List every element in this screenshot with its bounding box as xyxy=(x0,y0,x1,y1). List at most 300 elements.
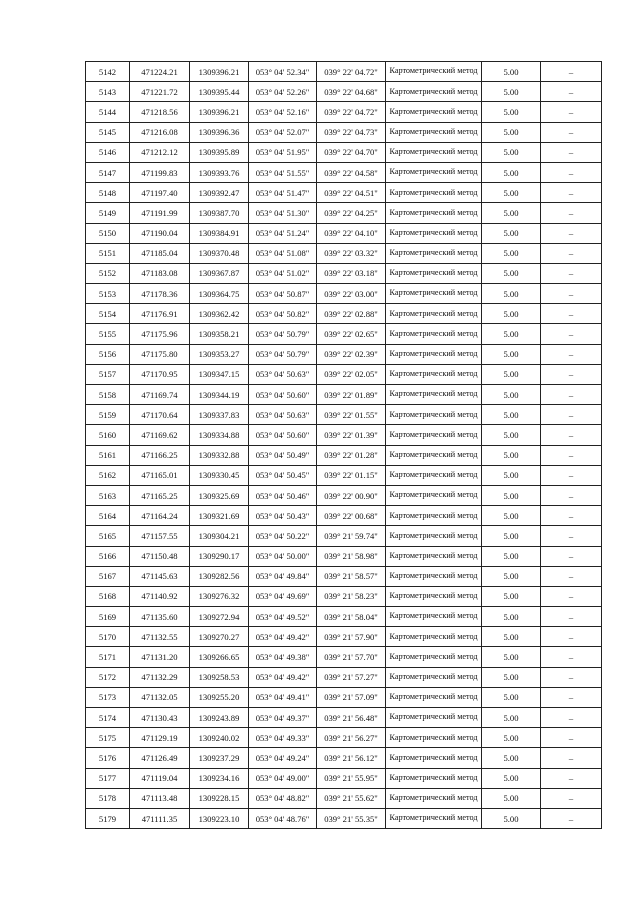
accuracy-cell: 5.00 xyxy=(482,708,541,728)
table-row xyxy=(86,788,602,808)
x-coordinate-cell: 471170.95 xyxy=(130,364,190,384)
latitude-cell: 053° 04' 52.34" xyxy=(249,62,317,82)
y-coordinate-cell: 1309258.53 xyxy=(190,667,249,687)
note-cell: – xyxy=(541,748,602,768)
y-coordinate-cell: 1309266.65 xyxy=(190,647,249,667)
point-number-cell: 5176 xyxy=(86,748,130,768)
y-coordinate-cell: 1309234.16 xyxy=(190,768,249,788)
table-row xyxy=(86,82,602,102)
longitude-cell: 039° 22' 04.58" xyxy=(317,162,386,182)
latitude-cell: 053° 04' 50.63" xyxy=(249,364,317,384)
point-number-cell: 5152 xyxy=(86,263,130,283)
table-row xyxy=(86,385,602,405)
x-coordinate-cell: 471166.25 xyxy=(130,445,190,465)
table-row xyxy=(86,405,602,425)
longitude-cell: 039° 21' 57.90" xyxy=(317,627,386,647)
table-row xyxy=(86,647,602,667)
latitude-cell: 053° 04' 49.00" xyxy=(249,768,317,788)
accuracy-cell: 5.00 xyxy=(482,344,541,364)
latitude-cell: 053° 04' 52.16" xyxy=(249,102,317,122)
longitude-cell: 039° 21' 59.74" xyxy=(317,526,386,546)
table-row xyxy=(86,425,602,445)
accuracy-cell: 5.00 xyxy=(482,546,541,566)
y-coordinate-cell: 1309282.56 xyxy=(190,566,249,586)
accuracy-cell: 5.00 xyxy=(482,263,541,283)
accuracy-cell: 5.00 xyxy=(482,808,541,828)
point-number-cell: 5147 xyxy=(86,162,130,182)
y-coordinate-cell: 1309395.44 xyxy=(190,82,249,102)
latitude-cell: 053° 04' 50.79" xyxy=(249,344,317,364)
point-number-cell: 5146 xyxy=(86,142,130,162)
accuracy-cell: 5.00 xyxy=(482,425,541,445)
accuracy-cell: 5.00 xyxy=(482,324,541,344)
y-coordinate-cell: 1309228.15 xyxy=(190,788,249,808)
x-coordinate-cell: 471165.25 xyxy=(130,485,190,505)
accuracy-cell: 5.00 xyxy=(482,284,541,304)
accuracy-cell: 5.00 xyxy=(482,526,541,546)
note-cell: – xyxy=(541,465,602,485)
longitude-cell: 039° 21' 55.95" xyxy=(317,768,386,788)
point-number-cell: 5148 xyxy=(86,183,130,203)
method-cell: Картометрический метод xyxy=(386,102,482,122)
method-cell: Картометрический метод xyxy=(386,82,482,102)
note-cell: – xyxy=(541,183,602,203)
y-coordinate-cell: 1309396.21 xyxy=(190,102,249,122)
latitude-cell: 053° 04' 51.95" xyxy=(249,142,317,162)
longitude-cell: 039° 22' 03.32" xyxy=(317,243,386,263)
y-coordinate-cell: 1309347.15 xyxy=(190,364,249,384)
latitude-cell: 053° 04' 49.41" xyxy=(249,687,317,707)
longitude-cell: 039° 22' 00.90" xyxy=(317,485,386,505)
latitude-cell: 053° 04' 50.60" xyxy=(249,385,317,405)
note-cell: – xyxy=(541,122,602,142)
longitude-cell: 039° 22' 04.70" xyxy=(317,142,386,162)
method-cell: Картометрический метод xyxy=(386,788,482,808)
point-number-cell: 5170 xyxy=(86,627,130,647)
document-page xyxy=(85,61,602,829)
y-coordinate-cell: 1309330.45 xyxy=(190,465,249,485)
accuracy-cell: 5.00 xyxy=(482,405,541,425)
x-coordinate-cell: 471140.92 xyxy=(130,586,190,606)
note-cell: – xyxy=(541,385,602,405)
accuracy-cell: 5.00 xyxy=(482,627,541,647)
note-cell: – xyxy=(541,344,602,364)
accuracy-cell: 5.00 xyxy=(482,748,541,768)
longitude-cell: 039° 21' 56.27" xyxy=(317,728,386,748)
method-cell: Картометрический метод xyxy=(386,627,482,647)
accuracy-cell: 5.00 xyxy=(482,445,541,465)
x-coordinate-cell: 471176.91 xyxy=(130,304,190,324)
method-cell: Картометрический метод xyxy=(386,243,482,263)
latitude-cell: 053° 04' 50.45" xyxy=(249,465,317,485)
method-cell: Картометрический метод xyxy=(386,768,482,788)
accuracy-cell: 5.00 xyxy=(482,62,541,82)
longitude-cell: 039° 22' 00.68" xyxy=(317,506,386,526)
accuracy-cell: 5.00 xyxy=(482,728,541,748)
x-coordinate-cell: 471129.19 xyxy=(130,728,190,748)
longitude-cell: 039° 22' 04.51" xyxy=(317,183,386,203)
y-coordinate-cell: 1309332.88 xyxy=(190,445,249,465)
y-coordinate-cell: 1309362.42 xyxy=(190,304,249,324)
table-row xyxy=(86,183,602,203)
y-coordinate-cell: 1309325.69 xyxy=(190,485,249,505)
x-coordinate-cell: 471175.96 xyxy=(130,324,190,344)
y-coordinate-cell: 1309353.27 xyxy=(190,344,249,364)
accuracy-cell: 5.00 xyxy=(482,647,541,667)
longitude-cell: 039° 22' 04.68" xyxy=(317,82,386,102)
method-cell: Картометрический метод xyxy=(386,728,482,748)
longitude-cell: 039° 22' 02.65" xyxy=(317,324,386,344)
longitude-cell: 039° 22' 04.25" xyxy=(317,203,386,223)
accuracy-cell: 5.00 xyxy=(482,586,541,606)
y-coordinate-cell: 1309396.21 xyxy=(190,62,249,82)
accuracy-cell: 5.00 xyxy=(482,768,541,788)
longitude-cell: 039° 21' 55.35" xyxy=(317,808,386,828)
latitude-cell: 053° 04' 50.82" xyxy=(249,304,317,324)
table-row xyxy=(86,364,602,384)
method-cell: Картометрический метод xyxy=(386,708,482,728)
y-coordinate-cell: 1309337.83 xyxy=(190,405,249,425)
x-coordinate-cell: 471111.35 xyxy=(130,808,190,828)
point-number-cell: 5150 xyxy=(86,223,130,243)
method-cell: Картометрический метод xyxy=(386,324,482,344)
latitude-cell: 053° 04' 48.76" xyxy=(249,808,317,828)
point-number-cell: 5142 xyxy=(86,62,130,82)
x-coordinate-cell: 471175.80 xyxy=(130,344,190,364)
y-coordinate-cell: 1309367.87 xyxy=(190,263,249,283)
table-row xyxy=(86,728,602,748)
point-number-cell: 5173 xyxy=(86,687,130,707)
longitude-cell: 039° 22' 02.39" xyxy=(317,344,386,364)
y-coordinate-cell: 1309395.89 xyxy=(190,142,249,162)
accuracy-cell: 5.00 xyxy=(482,162,541,182)
x-coordinate-cell: 471157.55 xyxy=(130,526,190,546)
latitude-cell: 053° 04' 50.63" xyxy=(249,405,317,425)
x-coordinate-cell: 471126.49 xyxy=(130,748,190,768)
point-number-cell: 5179 xyxy=(86,808,130,828)
table-body xyxy=(86,62,602,829)
table-row xyxy=(86,586,602,606)
y-coordinate-cell: 1309237.29 xyxy=(190,748,249,768)
table-row xyxy=(86,808,602,828)
x-coordinate-cell: 471165.01 xyxy=(130,465,190,485)
note-cell: – xyxy=(541,627,602,647)
y-coordinate-cell: 1309255.20 xyxy=(190,687,249,707)
x-coordinate-cell: 471119.04 xyxy=(130,768,190,788)
latitude-cell: 053° 04' 49.52" xyxy=(249,607,317,627)
y-coordinate-cell: 1309270.27 xyxy=(190,627,249,647)
y-coordinate-cell: 1309396.36 xyxy=(190,122,249,142)
accuracy-cell: 5.00 xyxy=(482,687,541,707)
longitude-cell: 039° 22' 01.28" xyxy=(317,445,386,465)
x-coordinate-cell: 471212.12 xyxy=(130,142,190,162)
x-coordinate-cell: 471183.08 xyxy=(130,263,190,283)
note-cell: – xyxy=(541,546,602,566)
note-cell: – xyxy=(541,566,602,586)
longitude-cell: 039° 22' 02.88" xyxy=(317,304,386,324)
table-row xyxy=(86,566,602,586)
table-row xyxy=(86,62,602,82)
method-cell: Картометрический метод xyxy=(386,62,482,82)
y-coordinate-cell: 1309272.94 xyxy=(190,607,249,627)
method-cell: Картометрический метод xyxy=(386,607,482,627)
y-coordinate-cell: 1309243.89 xyxy=(190,708,249,728)
method-cell: Картометрический метод xyxy=(386,183,482,203)
longitude-cell: 039° 22' 01.15" xyxy=(317,465,386,485)
point-number-cell: 5153 xyxy=(86,284,130,304)
y-coordinate-cell: 1309321.69 xyxy=(190,506,249,526)
note-cell: – xyxy=(541,364,602,384)
latitude-cell: 053° 04' 49.38" xyxy=(249,647,317,667)
table-row xyxy=(86,667,602,687)
latitude-cell: 053° 04' 50.49" xyxy=(249,445,317,465)
table-row xyxy=(86,344,602,364)
note-cell: – xyxy=(541,526,602,546)
method-cell: Картометрический метод xyxy=(386,162,482,182)
note-cell: – xyxy=(541,405,602,425)
latitude-cell: 053° 04' 51.24" xyxy=(249,223,317,243)
method-cell: Картометрический метод xyxy=(386,142,482,162)
accuracy-cell: 5.00 xyxy=(482,566,541,586)
x-coordinate-cell: 471169.62 xyxy=(130,425,190,445)
latitude-cell: 053° 04' 51.08" xyxy=(249,243,317,263)
latitude-cell: 053° 04' 49.33" xyxy=(249,728,317,748)
accuracy-cell: 5.00 xyxy=(482,607,541,627)
x-coordinate-cell: 471135.60 xyxy=(130,607,190,627)
x-coordinate-cell: 471224.21 xyxy=(130,62,190,82)
x-coordinate-cell: 471221.72 xyxy=(130,82,190,102)
y-coordinate-cell: 1309344.19 xyxy=(190,385,249,405)
table-row xyxy=(86,768,602,788)
accuracy-cell: 5.00 xyxy=(482,667,541,687)
method-cell: Картометрический метод xyxy=(386,526,482,546)
note-cell: – xyxy=(541,728,602,748)
y-coordinate-cell: 1309223.10 xyxy=(190,808,249,828)
longitude-cell: 039° 21' 55.62" xyxy=(317,788,386,808)
note-cell: – xyxy=(541,708,602,728)
table-row xyxy=(86,263,602,283)
point-number-cell: 5143 xyxy=(86,82,130,102)
y-coordinate-cell: 1309358.21 xyxy=(190,324,249,344)
table-row xyxy=(86,284,602,304)
note-cell: – xyxy=(541,768,602,788)
longitude-cell: 039° 21' 57.09" xyxy=(317,687,386,707)
longitude-cell: 039° 21' 56.12" xyxy=(317,748,386,768)
longitude-cell: 039° 22' 03.18" xyxy=(317,263,386,283)
longitude-cell: 039° 22' 04.73" xyxy=(317,122,386,142)
note-cell: – xyxy=(541,324,602,344)
y-coordinate-cell: 1309392.47 xyxy=(190,183,249,203)
method-cell: Картометрический метод xyxy=(386,647,482,667)
accuracy-cell: 5.00 xyxy=(482,485,541,505)
table-row xyxy=(86,122,602,142)
latitude-cell: 053° 04' 50.22" xyxy=(249,526,317,546)
method-cell: Картометрический метод xyxy=(386,687,482,707)
table-row xyxy=(86,102,602,122)
table-row xyxy=(86,324,602,344)
latitude-cell: 053° 04' 50.43" xyxy=(249,506,317,526)
table-row xyxy=(86,607,602,627)
table-row xyxy=(86,243,602,263)
y-coordinate-cell: 1309384.91 xyxy=(190,223,249,243)
x-coordinate-cell: 471132.29 xyxy=(130,667,190,687)
accuracy-cell: 5.00 xyxy=(482,243,541,263)
method-cell: Картометрический метод xyxy=(386,748,482,768)
point-number-cell: 5172 xyxy=(86,667,130,687)
latitude-cell: 053° 04' 50.60" xyxy=(249,425,317,445)
point-number-cell: 5158 xyxy=(86,385,130,405)
x-coordinate-cell: 471113.48 xyxy=(130,788,190,808)
y-coordinate-cell: 1309304.21 xyxy=(190,526,249,546)
note-cell: – xyxy=(541,687,602,707)
longitude-cell: 039° 22' 04.72" xyxy=(317,102,386,122)
accuracy-cell: 5.00 xyxy=(482,142,541,162)
table-row xyxy=(86,465,602,485)
point-number-cell: 5175 xyxy=(86,728,130,748)
note-cell: – xyxy=(541,788,602,808)
accuracy-cell: 5.00 xyxy=(482,82,541,102)
table-row xyxy=(86,687,602,707)
x-coordinate-cell: 471132.05 xyxy=(130,687,190,707)
method-cell: Картометрический метод xyxy=(386,405,482,425)
longitude-cell: 039° 22' 01.39" xyxy=(317,425,386,445)
longitude-cell: 039° 21' 58.04" xyxy=(317,607,386,627)
method-cell: Картометрический метод xyxy=(386,304,482,324)
latitude-cell: 053° 04' 49.42" xyxy=(249,667,317,687)
note-cell: – xyxy=(541,82,602,102)
longitude-cell: 039° 21' 58.23" xyxy=(317,586,386,606)
y-coordinate-cell: 1309290.17 xyxy=(190,546,249,566)
longitude-cell: 039° 21' 56.48" xyxy=(317,708,386,728)
accuracy-cell: 5.00 xyxy=(482,203,541,223)
latitude-cell: 053° 04' 49.24" xyxy=(249,748,317,768)
x-coordinate-cell: 471131.20 xyxy=(130,647,190,667)
accuracy-cell: 5.00 xyxy=(482,385,541,405)
longitude-cell: 039° 22' 01.55" xyxy=(317,405,386,425)
table-row xyxy=(86,445,602,465)
method-cell: Картометрический метод xyxy=(386,808,482,828)
x-coordinate-cell: 471170.64 xyxy=(130,405,190,425)
method-cell: Картометрический метод xyxy=(386,203,482,223)
latitude-cell: 053° 04' 50.46" xyxy=(249,485,317,505)
longitude-cell: 039° 22' 01.89" xyxy=(317,385,386,405)
note-cell: – xyxy=(541,162,602,182)
note-cell: – xyxy=(541,263,602,283)
y-coordinate-cell: 1309387.70 xyxy=(190,203,249,223)
method-cell: Картометрический метод xyxy=(386,385,482,405)
note-cell: – xyxy=(541,102,602,122)
method-cell: Картометрический метод xyxy=(386,566,482,586)
table-row xyxy=(86,142,602,162)
point-number-cell: 5157 xyxy=(86,364,130,384)
x-coordinate-cell: 471216.08 xyxy=(130,122,190,142)
method-cell: Картометрический метод xyxy=(386,122,482,142)
accuracy-cell: 5.00 xyxy=(482,122,541,142)
table-row xyxy=(86,485,602,505)
x-coordinate-cell: 471190.04 xyxy=(130,223,190,243)
x-coordinate-cell: 471185.04 xyxy=(130,243,190,263)
x-coordinate-cell: 471178.36 xyxy=(130,284,190,304)
table-row xyxy=(86,506,602,526)
accuracy-cell: 5.00 xyxy=(482,465,541,485)
note-cell: – xyxy=(541,586,602,606)
accuracy-cell: 5.00 xyxy=(482,506,541,526)
note-cell: – xyxy=(541,203,602,223)
point-number-cell: 5178 xyxy=(86,788,130,808)
longitude-cell: 039° 22' 02.05" xyxy=(317,364,386,384)
table-row xyxy=(86,223,602,243)
note-cell: – xyxy=(541,284,602,304)
x-coordinate-cell: 471130.43 xyxy=(130,708,190,728)
x-coordinate-cell: 471199.83 xyxy=(130,162,190,182)
note-cell: – xyxy=(541,62,602,82)
method-cell: Картометрический метод xyxy=(386,284,482,304)
method-cell: Картометрический метод xyxy=(386,546,482,566)
note-cell: – xyxy=(541,485,602,505)
longitude-cell: 039° 21' 57.70" xyxy=(317,647,386,667)
longitude-cell: 039° 21' 58.57" xyxy=(317,566,386,586)
accuracy-cell: 5.00 xyxy=(482,183,541,203)
x-coordinate-cell: 471145.63 xyxy=(130,566,190,586)
method-cell: Картометрический метод xyxy=(386,667,482,687)
note-cell: – xyxy=(541,445,602,465)
latitude-cell: 053° 04' 52.26" xyxy=(249,82,317,102)
latitude-cell: 053° 04' 50.00" xyxy=(249,546,317,566)
point-number-cell: 5163 xyxy=(86,485,130,505)
point-number-cell: 5166 xyxy=(86,546,130,566)
y-coordinate-cell: 1309334.88 xyxy=(190,425,249,445)
y-coordinate-cell: 1309370.48 xyxy=(190,243,249,263)
longitude-cell: 039° 22' 04.72" xyxy=(317,62,386,82)
longitude-cell: 039° 21' 57.27" xyxy=(317,667,386,687)
longitude-cell: 039° 22' 04.10" xyxy=(317,223,386,243)
point-number-cell: 5160 xyxy=(86,425,130,445)
point-number-cell: 5168 xyxy=(86,586,130,606)
accuracy-cell: 5.00 xyxy=(482,788,541,808)
table-row xyxy=(86,162,602,182)
method-cell: Картометрический метод xyxy=(386,223,482,243)
point-number-cell: 5156 xyxy=(86,344,130,364)
note-cell: – xyxy=(541,808,602,828)
table-row xyxy=(86,526,602,546)
x-coordinate-cell: 471164.24 xyxy=(130,506,190,526)
latitude-cell: 053° 04' 48.82" xyxy=(249,788,317,808)
point-number-cell: 5151 xyxy=(86,243,130,263)
note-cell: – xyxy=(541,425,602,445)
method-cell: Картометрический метод xyxy=(386,263,482,283)
method-cell: Картометрический метод xyxy=(386,506,482,526)
point-number-cell: 5161 xyxy=(86,445,130,465)
note-cell: – xyxy=(541,304,602,324)
y-coordinate-cell: 1309364.75 xyxy=(190,284,249,304)
point-number-cell: 5174 xyxy=(86,708,130,728)
point-number-cell: 5149 xyxy=(86,203,130,223)
table-row xyxy=(86,748,602,768)
latitude-cell: 053° 04' 51.02" xyxy=(249,263,317,283)
longitude-cell: 039° 22' 03.00" xyxy=(317,284,386,304)
latitude-cell: 053° 04' 51.47" xyxy=(249,183,317,203)
table-row xyxy=(86,546,602,566)
note-cell: – xyxy=(541,647,602,667)
point-number-cell: 5169 xyxy=(86,607,130,627)
method-cell: Картометрический метод xyxy=(386,485,482,505)
accuracy-cell: 5.00 xyxy=(482,102,541,122)
method-cell: Картометрический метод xyxy=(386,344,482,364)
method-cell: Картометрический метод xyxy=(386,586,482,606)
x-coordinate-cell: 471150.48 xyxy=(130,546,190,566)
longitude-cell: 039° 21' 58.98" xyxy=(317,546,386,566)
x-coordinate-cell: 471132.55 xyxy=(130,627,190,647)
